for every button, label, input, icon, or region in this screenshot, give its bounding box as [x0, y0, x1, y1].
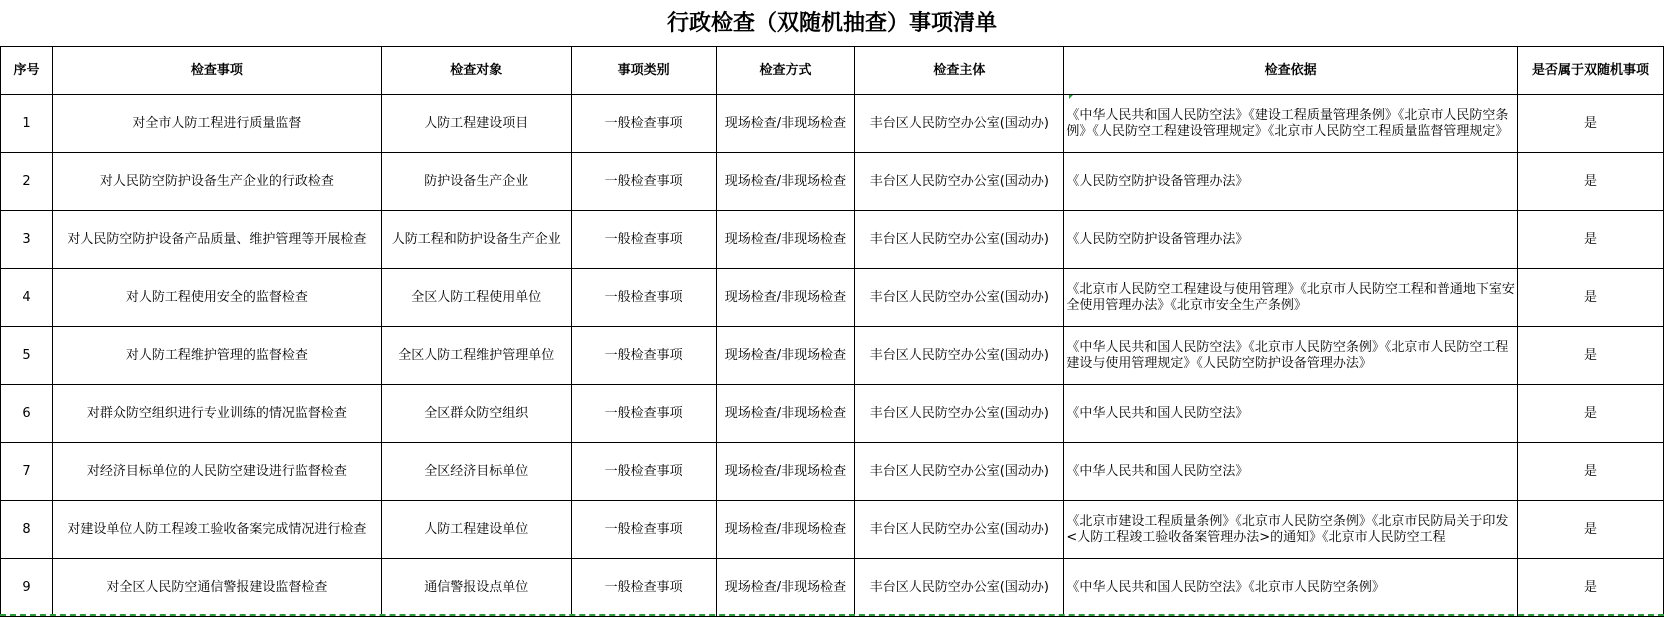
cell-basis-text: 《人民防空防护设备管理办法》 [1066, 231, 1249, 247]
cell-item[interactable]: 对全市人防工程进行质量监督 [52, 95, 381, 153]
cell-subject[interactable]: 丰台区人民防空办公室(国动办) [855, 443, 1064, 501]
cell-random[interactable]: 是 [1518, 327, 1664, 385]
cell-random[interactable]: 是 [1518, 153, 1664, 211]
cell-item[interactable]: 对人防工程维护管理的监督检查 [52, 327, 381, 385]
table-row [1, 269, 1664, 327]
table-row [1, 501, 1664, 559]
cell-subject[interactable]: 丰台区人民防空办公室(国动办) [855, 269, 1064, 327]
cell-seq[interactable]: 2 [1, 153, 53, 211]
cell-item[interactable]: 对人民防空防护设备生产企业的行政检查 [52, 153, 381, 211]
cell-category[interactable]: 一般检查事项 [571, 269, 716, 327]
cell-random[interactable]: 是 [1518, 269, 1664, 327]
header-method[interactable]: 检查方式 [716, 47, 855, 95]
cell-basis-text: 《中华人民共和国人民防空法》《建设工程质量管理条例》《北京市人民防空条例》《人民防空工程建设管理规定》《北京市人民防空工程质量监督管理规定》 [1066, 107, 1509, 139]
cell-random[interactable]: 是 [1518, 559, 1664, 617]
cell-target[interactable]: 全区经济目标单位 [381, 443, 571, 501]
cell-item[interactable]: 对建设单位人防工程竣工验收备案完成情况进行检查 [52, 501, 381, 559]
cell-basis[interactable] [1064, 211, 1518, 269]
table-row [1, 443, 1664, 501]
table-row [1, 95, 1664, 153]
cell-category[interactable]: 一般检查事项 [571, 95, 716, 153]
cell-basis-text: 《中华人民共和国人民防空法》 [1066, 463, 1249, 479]
header-item[interactable]: 检查事项 [52, 47, 381, 95]
cell-seq[interactable]: 7 [1, 443, 53, 501]
cell-basis[interactable] [1064, 95, 1518, 153]
sheet-title: 行政检查（双随机抽查）事项清单 [666, 10, 997, 36]
cell-seq[interactable]: 5 [1, 327, 53, 385]
cell-basis[interactable] [1064, 559, 1518, 617]
cell-seq[interactable]: 8 [1, 501, 53, 559]
header-basis[interactable]: 检查依据 [1064, 47, 1518, 95]
table-row [1, 559, 1664, 617]
cell-basis-text: 《中华人民共和国人民防空法》《北京市人民防空条例》《北京市人民防空工程建设与使用管理规定》《人民防空防护设备管理办法》 [1066, 339, 1509, 371]
table-row [1, 327, 1664, 385]
cell-target[interactable]: 防护设备生产企业 [381, 153, 571, 211]
cell-random[interactable]: 是 [1518, 501, 1664, 559]
cell-category[interactable]: 一般检查事项 [571, 327, 716, 385]
cell-category[interactable]: 一般检查事项 [571, 211, 716, 269]
cell-random[interactable]: 是 [1518, 211, 1664, 269]
cell-basis-text: 《人民防空防护设备管理办法》 [1066, 173, 1249, 189]
cell-seq[interactable]: 6 [1, 385, 53, 443]
cell-subject[interactable]: 丰台区人民防空办公室(国动办) [855, 95, 1064, 153]
cell-target[interactable]: 全区群众防空组织 [381, 385, 571, 443]
cell-method[interactable]: 现场检查/非现场检查 [716, 95, 855, 153]
cell-basis-text: 《中华人民共和国人民防空法》《北京市人民防空条例》 [1066, 579, 1385, 595]
cell-method[interactable]: 现场检查/非现场检查 [716, 559, 855, 617]
cell-basis-text: 《中华人民共和国人民防空法》 [1066, 405, 1249, 421]
header-subject[interactable]: 检查主体 [855, 47, 1064, 95]
cell-method[interactable]: 现场检查/非现场检查 [716, 501, 855, 559]
cell-category[interactable]: 一般检查事项 [571, 153, 716, 211]
cell-target[interactable]: 人防工程和防护设备生产企业 [381, 211, 571, 269]
cell-target[interactable]: 全区人防工程使用单位 [381, 269, 571, 327]
cell-method[interactable]: 现场检查/非现场检查 [716, 269, 855, 327]
page-break-line [0, 614, 1664, 616]
cell-basis-text: 《北京市人民防空工程建设与使用管理》《北京市人民防空工程和普通地下室安全使用管理办法》《北京市安全生产条例》 [1066, 281, 1515, 313]
cell-item[interactable]: 对经济目标单位的人民防空建设进行监督检查 [52, 443, 381, 501]
cell-subject[interactable]: 丰台区人民防空办公室(国动办) [855, 327, 1064, 385]
cell-method[interactable]: 现场检查/非现场检查 [716, 443, 855, 501]
cell-item[interactable]: 对人防工程使用安全的监督检查 [52, 269, 381, 327]
cell-basis[interactable] [1064, 443, 1518, 501]
cell-random[interactable]: 是 [1518, 443, 1664, 501]
cell-item[interactable]: 对全区人民防空通信警报建设监督检查 [52, 559, 381, 617]
header-row [1, 47, 1664, 95]
cell-category[interactable]: 一般检查事项 [571, 559, 716, 617]
cell-subject[interactable]: 丰台区人民防空办公室(国动办) [855, 559, 1064, 617]
header-target[interactable]: 检查对象 [381, 47, 571, 95]
cell-subject[interactable]: 丰台区人民防空办公室(国动办) [855, 501, 1064, 559]
cell-basis[interactable] [1064, 269, 1518, 327]
cell-method[interactable]: 现场检查/非现场检查 [716, 327, 855, 385]
cell-target[interactable]: 全区人防工程维护管理单位 [381, 327, 571, 385]
cell-target[interactable]: 人防工程建设单位 [381, 501, 571, 559]
cell-random[interactable]: 是 [1518, 95, 1664, 153]
cell-basis[interactable] [1064, 327, 1518, 385]
cell-category[interactable]: 一般检查事项 [571, 501, 716, 559]
table-row [1, 153, 1664, 211]
cell-item[interactable]: 对群众防空组织进行专业训练的情况监督检查 [52, 385, 381, 443]
header-seq[interactable]: 序号 [1, 47, 53, 95]
cell-item[interactable]: 对人民防空防护设备产品质量、维护管理等开展检查 [52, 211, 381, 269]
cell-seq[interactable]: 9 [1, 559, 53, 617]
cell-category[interactable]: 一般检查事项 [571, 385, 716, 443]
cell-subject[interactable]: 丰台区人民防空办公室(国动办) [855, 153, 1064, 211]
cell-method[interactable]: 现场检查/非现场检查 [716, 153, 855, 211]
cell-target[interactable]: 人防工程建设项目 [381, 95, 571, 153]
table-row [1, 385, 1664, 443]
cell-target[interactable]: 通信警报设点单位 [381, 559, 571, 617]
cell-random[interactable]: 是 [1518, 385, 1664, 443]
cell-basis-text: 《北京市建设工程质量条例》《北京市人民防空条例》《北京市民防局关于印发<人防工程竣工验收备案管理办法>的通知》《北京市人民防空工程 [1066, 513, 1509, 545]
cell-basis[interactable] [1064, 153, 1518, 211]
inspection-table [0, 46, 1664, 617]
cell-method[interactable]: 现场检查/非现场检查 [716, 211, 855, 269]
header-random[interactable]: 是否属于双随机事项 [1518, 47, 1664, 95]
cell-category[interactable]: 一般检查事项 [571, 443, 716, 501]
cell-seq[interactable]: 1 [1, 95, 53, 153]
cell-subject[interactable]: 丰台区人民防空办公室(国动办) [855, 385, 1064, 443]
cell-subject[interactable]: 丰台区人民防空办公室(国动办) [855, 211, 1064, 269]
cell-basis[interactable] [1064, 385, 1518, 443]
cell-method[interactable]: 现场检查/非现场检查 [716, 385, 855, 443]
cell-seq[interactable]: 4 [1, 269, 53, 327]
cell-seq[interactable]: 3 [1, 211, 53, 269]
table-row [1, 211, 1664, 269]
header-category[interactable]: 事项类别 [571, 47, 716, 95]
cell-basis[interactable] [1064, 501, 1518, 559]
